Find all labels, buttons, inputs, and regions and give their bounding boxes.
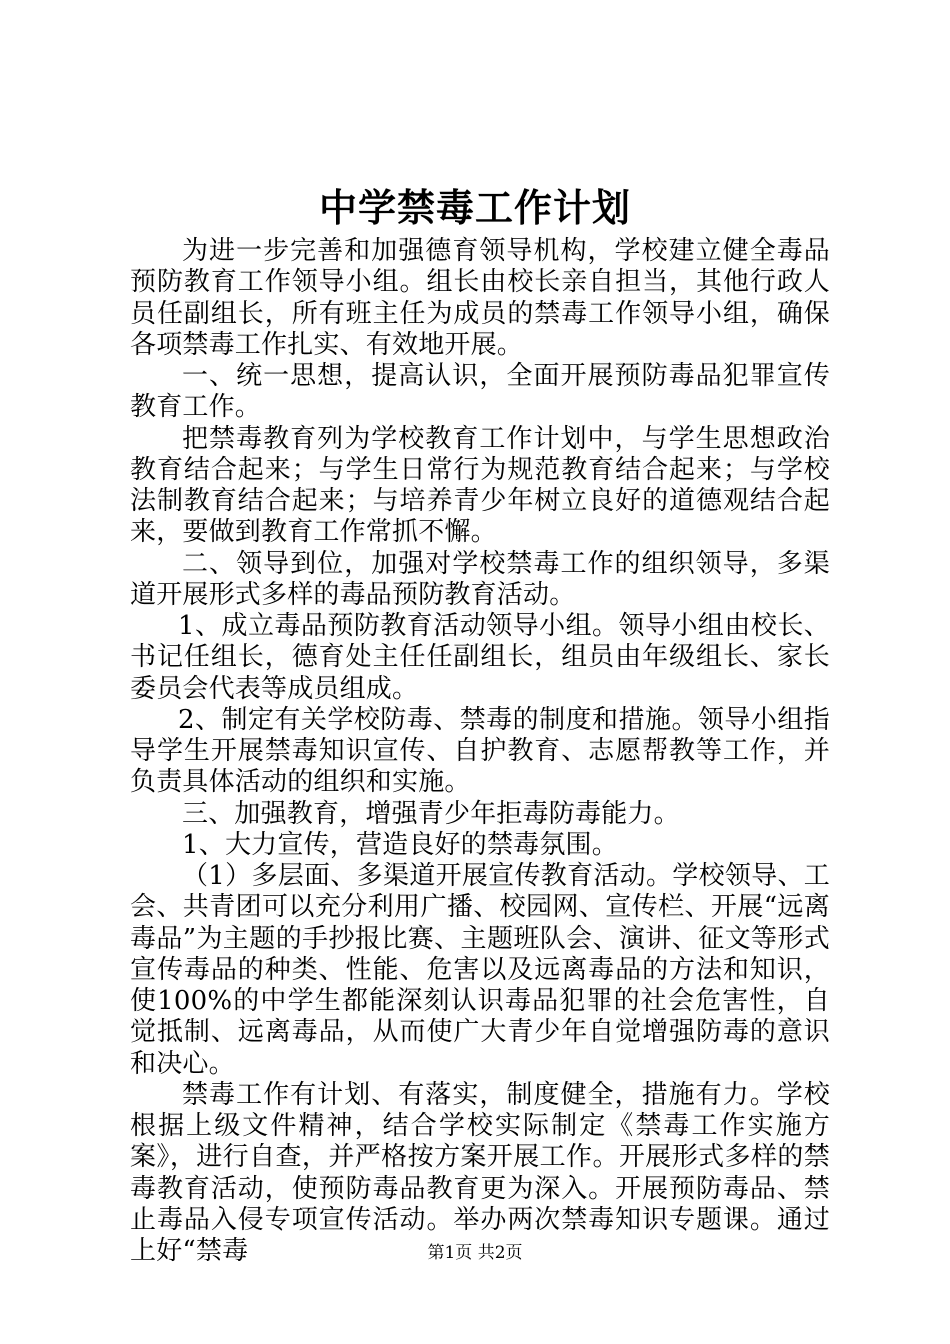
heading-section-3: 三、加强教育，增强青少年拒毒防毒能力。 bbox=[182, 798, 680, 829]
heading-section-2: 二、领导到位，加强对学校禁毒工作的组织领导，多渠道开展形式多样的毒品预防教育活动。 bbox=[130, 548, 830, 610]
paragraph-intro: 为进一步完善和加强德育领导机构，学校建立健全毒品预防教育工作领导小组。组长由校长亲自担当，其他行政人员任副组长，所有班主任为成员的禁毒工作领导小组，确保各项禁毒工作扎实、有效地开展。 bbox=[130, 236, 830, 360]
paragraph-item-3-1-1: （1）多层面、多渠道开展宣传教育活动。学校领导、工会、共青团可以充分利用广播、校园网、宣传栏、开展“远离毒品”为主题的手抄报比赛、主题班队会、演讲、征文等形式宣传毒品的种类、性能、危害以及远离毒品的方法和知识，使100%的中学生都能深刻认识毒品犯罪的社会危害性，自觉抵制、远离毒品，从而使广大青少年自觉增强防毒的意识和决心。 bbox=[130, 861, 830, 1079]
paragraph-item-2-1: 1、成立毒品预防教育活动领导小组。领导小组由校长、书记任组长，德育处主任任副组长，组员由年级组长、家长委员会代表等成员组成。 bbox=[130, 611, 830, 704]
paragraph-plan-summary: 禁毒工作有计划、有落实，制度健全，措施有力。学校根据上级文件精神，结合学校实际制定《禁毒工作实施方案》，进行自查，并严格按方案开展工作。开展形式多样的禁毒教育活动，使预防毒品教育更为深入。开展预防毒品、禁止毒品入侵专项宣传活动。举办两次禁毒知识专题课。通过上好“禁毒 bbox=[130, 1079, 830, 1266]
document-title: 中学禁毒工作计划 bbox=[318, 185, 631, 230]
heading-section-1: 一、统一思想，提高认识，全面开展预防毒品犯罪宣传教育工作。 bbox=[130, 361, 830, 423]
paragraph-section-1: 把禁毒教育列为学校教育工作计划中，与学生思想政治教育结合起来；与学生日常行为规范教育结合起来；与学校法制教育结合起来；与培养青少年树立良好的道德观结合起来，要做到教育工作常抓不懈。 bbox=[130, 423, 830, 548]
document-body bbox=[130, 236, 830, 1267]
page-footer: 第1页 共2页 bbox=[427, 1243, 523, 1263]
paragraph-item-2-2: 2、制定有关学校防毒、禁毒的制度和措施。领导小组指导学生开展禁毒知识宣传、自护教育、志愿帮教等工作，并负责具体活动的组织和实施。 bbox=[130, 704, 830, 798]
heading-item-3-1: 1、大力宣传，营造良好的禁毒氛围。 bbox=[182, 829, 618, 860]
